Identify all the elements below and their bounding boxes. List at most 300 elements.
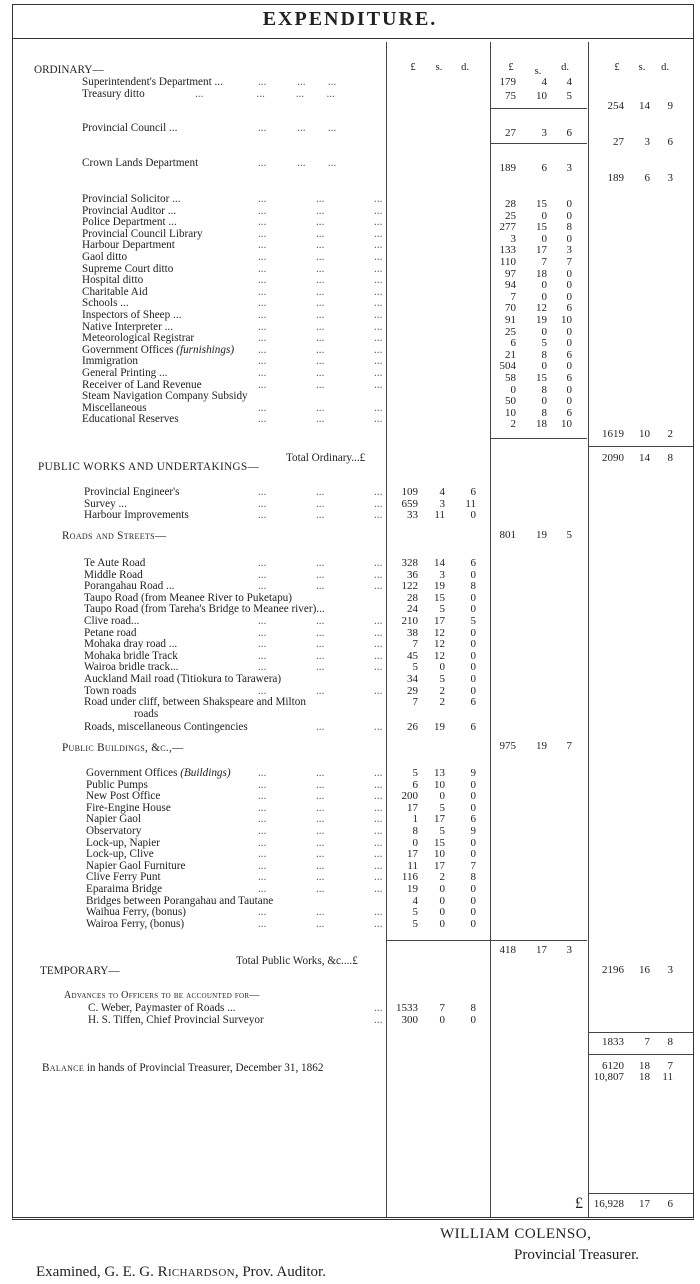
line-label: Crown Lands Department (82, 157, 199, 169)
line-label: Lock-up, Clive (86, 848, 154, 861)
amount-pence: 0 (470, 778, 476, 791)
dot-leader: ... (316, 615, 325, 627)
amount-pounds: 418 (499, 944, 516, 956)
amount-pounds: 17 (407, 848, 418, 861)
amount-pence: 6 (470, 486, 476, 498)
amount-pounds: 70 (505, 302, 516, 315)
dot-leader: ... (258, 557, 267, 569)
dot-leader: ... (374, 332, 383, 345)
amount-shillings: 12 (434, 649, 445, 662)
dot-leader: ... (258, 509, 267, 522)
line-label: Treasury ditto (82, 88, 145, 100)
line-label: Educational Reserves (82, 413, 179, 426)
amount-pounds: 91 (505, 314, 516, 326)
public-works-heading: PUBLIC WORKS AND UNDERTAKINGS— (38, 461, 260, 473)
amount-pounds: 28 (505, 198, 516, 210)
amount-shillings: 13 (434, 767, 445, 779)
amount-pence: 6 (667, 1198, 673, 1210)
dot-leader: ... (258, 801, 267, 814)
line-label: Hospital ditto (82, 274, 144, 287)
dot-leader: ... (316, 193, 325, 205)
dot-leader: ... (258, 486, 267, 498)
line-label: Bridges between Porangahau and Tautane (86, 894, 274, 907)
total-rule (589, 1193, 693, 1194)
dot-leader: ... (374, 778, 383, 791)
amount-shillings: 17 (536, 244, 547, 257)
signatory-name: WILLIAM COLENSO, (440, 1226, 592, 1242)
dot-leader: ... (316, 401, 325, 414)
dot-leader: ... (374, 580, 383, 593)
dot-leader: ... (316, 813, 325, 826)
amount-shillings: 7 (541, 256, 547, 268)
dot-leader: ... (374, 486, 383, 498)
amount-pounds: 25 (505, 209, 516, 222)
line-label: Supreme Court ditto (82, 262, 174, 275)
dot-leader: ... (258, 626, 267, 639)
dot-leader: ... (374, 239, 383, 252)
amount-pounds: 5 (412, 906, 418, 919)
dot-leader: ... (316, 917, 325, 930)
amount-shillings: 0 (439, 883, 445, 895)
amount-pence: 4 (566, 76, 572, 88)
line-label-cont: roads (134, 707, 159, 720)
amount-shillings: 15 (536, 372, 547, 384)
line-label: Clive road... (84, 615, 140, 627)
amount-pounds: 110 (499, 256, 516, 268)
dot-leader: ... (316, 262, 325, 275)
line-label: Waihua Ferry, (bonus) (86, 906, 186, 919)
amount-pounds: 7 (510, 290, 516, 303)
dot-leader: ... (374, 848, 383, 861)
dot-leader: ... (258, 883, 267, 895)
dot-leader: ... (374, 355, 383, 368)
amount-pounds: 5 (412, 767, 418, 779)
line-label: Government Offices (Buildings) (86, 767, 231, 779)
dot-leader: ... (258, 251, 267, 263)
dot-leader: ... (374, 309, 383, 321)
amount-pounds: 328 (401, 557, 418, 569)
amount-pounds: 116 (401, 871, 418, 884)
amount-pounds: 300 (401, 1013, 418, 1026)
amount-pence: 0 (470, 836, 476, 849)
amount-pence: 8 (667, 1036, 673, 1048)
dot-leader: ... (316, 580, 325, 593)
line-label: Wairoa Ferry, (bonus) (86, 917, 185, 930)
dot-leader: ... (316, 320, 325, 333)
page-title: EXPENDITURE. (262, 8, 438, 30)
dot-leader: ... (258, 778, 267, 791)
amount-pence: 10 (561, 314, 572, 326)
amount-shillings: 2 (439, 871, 445, 884)
dot-leader: ... (316, 767, 325, 779)
dot-leader: ... (316, 825, 325, 837)
amount-shillings: 17 (434, 813, 445, 826)
dot-leader: ... (374, 871, 383, 884)
amount-pounds: 6 (510, 337, 516, 350)
amount-pounds: 122 (401, 580, 418, 593)
amount-pence: 7 (566, 740, 572, 752)
dot-leader: ... (316, 778, 325, 791)
dot-leader: ... (258, 790, 267, 803)
line-label: Town roads (84, 684, 137, 697)
amount-shillings: 18 (536, 267, 547, 280)
line-label: Meteorological Registrar (82, 332, 195, 345)
line-label: New Post Office (86, 790, 161, 803)
dot-leader: ... (258, 906, 267, 919)
dot-leader: ... (374, 1013, 383, 1026)
amount-pence: 0 (470, 906, 476, 919)
amount-pence: 8 (470, 871, 476, 884)
pence-header: d. (461, 62, 469, 73)
amount-shillings: 0 (439, 906, 445, 919)
line-label: Porangahau Road ... (84, 580, 175, 593)
dot-leader: ... (374, 917, 383, 930)
line-label: Provincial Auditor ... (82, 204, 177, 217)
total-rule (589, 446, 693, 447)
dot-leader: ... (258, 216, 267, 229)
amount-pounds: 133 (499, 244, 516, 257)
line-label: Immigration (82, 355, 138, 368)
amount-pounds: 210 (401, 615, 418, 627)
dot-leader: ... (316, 343, 325, 356)
amount-pounds: 27 (505, 127, 516, 139)
amount-pounds: 45 (407, 649, 418, 662)
dot-leader: ... (258, 497, 267, 510)
amount-pounds: 19 (407, 883, 418, 895)
amount-pounds: 33 (407, 509, 418, 522)
dot-leader: ... (316, 216, 325, 229)
dot-leader: ... (258, 649, 267, 662)
dot-leader: ... (258, 297, 267, 310)
dot-leader: ... (374, 836, 383, 849)
dot-leader: ... (374, 367, 383, 379)
line-label: Observatory (86, 825, 142, 837)
dot-leader: ... (374, 615, 383, 627)
roads-heading: Roads and Streets— (62, 530, 167, 542)
amount-shillings: 14 (639, 452, 650, 464)
dot-leader: ... (374, 227, 383, 240)
amount-shillings: 10 (434, 848, 445, 861)
dot-leader: ... (374, 859, 383, 872)
amount-shillings: 5 (439, 603, 445, 616)
line-label: Police Department ... (82, 216, 177, 229)
dot-leader: ... (374, 343, 383, 356)
amount-shillings: 6 (644, 172, 650, 184)
amount-shillings: 14 (639, 100, 650, 112)
dot-leader: ... (258, 684, 267, 697)
amount-pounds: 97 (505, 267, 516, 280)
dot-leader: ... (258, 401, 267, 414)
line-label: Schools ... (82, 297, 129, 310)
amount-pence: 6 (470, 696, 476, 709)
amount-pence: 0 (566, 290, 572, 303)
line-label: Lock-up, Napier (86, 836, 160, 849)
line-label: C. Weber, Paymaster of Roads ... (88, 1002, 236, 1014)
amount-pence: 0 (470, 591, 476, 604)
amount-pence: 3 (667, 964, 673, 976)
amount-shillings: 5 (439, 825, 445, 837)
amount-pence: 6 (470, 813, 476, 826)
amount-pounds: 0 (412, 836, 418, 849)
dot-leader: ... (374, 883, 383, 895)
dot-leader: ... (258, 825, 267, 837)
examined-prefix: Examined, G. E. G. (36, 1264, 154, 1280)
amount-pence: 0 (566, 209, 572, 222)
amount-pence: 6 (470, 557, 476, 569)
pound-header: £ (614, 62, 620, 73)
amount-shillings: 16 (639, 964, 650, 976)
amount-shillings: 12 (434, 626, 445, 639)
dot-leader: ... (258, 917, 267, 930)
amount-pence: 0 (470, 801, 476, 814)
amount-pence: 0 (470, 1013, 476, 1026)
amount-pence: 0 (470, 568, 476, 581)
amount-shillings: 0 (541, 395, 547, 408)
dot-leader: ... (374, 638, 383, 651)
dot-leader: ... (316, 836, 325, 849)
amount-pounds: 50 (505, 395, 516, 408)
dot-leader: ... (316, 378, 325, 391)
line-label: Miscellaneous (82, 401, 147, 414)
dot-leader: ... (374, 204, 383, 217)
line-label: Provincial Engineer's (84, 486, 180, 498)
line-label: Road under cliff, between Shakspeare and Milton (84, 696, 306, 709)
amount-pence: 0 (566, 325, 572, 338)
amount-pence: 0 (470, 509, 476, 522)
dot-leader: ... (258, 836, 267, 849)
amount-shillings: 0 (439, 1013, 445, 1026)
amount-shillings: 19 (536, 740, 547, 752)
amount-pence: 6 (566, 372, 572, 384)
amount-pounds: 2 (510, 418, 516, 431)
dot-leader: ... ... ... (258, 157, 337, 169)
amount-shillings: 0 (541, 209, 547, 222)
amount-pounds: 1533 (396, 1002, 418, 1014)
amount-pounds: 3 (510, 232, 516, 245)
amount-shillings: 2 (439, 696, 445, 709)
dot-leader: ... (258, 615, 267, 627)
dot-leader: ... (374, 649, 383, 662)
amount-pence: 0 (566, 198, 572, 210)
subtotal-rule (491, 108, 587, 109)
amount-pence: 7 (566, 256, 572, 268)
amount-pounds: 25 (505, 325, 516, 338)
dot-leader: ... (316, 871, 325, 884)
amount-shillings: 15 (434, 591, 445, 604)
dot-leader: ... (374, 721, 383, 733)
line-label: Eparaima Bridge (86, 883, 163, 895)
dot-leader: ... (374, 568, 383, 581)
dot-leader: ... (316, 801, 325, 814)
shilling-header: s. (638, 62, 646, 73)
amount-shillings: 10 (434, 778, 445, 791)
amount-pounds: 1 (412, 813, 418, 826)
amount-shillings: 17 (434, 615, 445, 627)
amount-pounds: 27 (613, 136, 624, 148)
dot-leader: ... (316, 568, 325, 581)
dot-leader: ... (258, 193, 267, 205)
line-label: H. S. Tiffen, Chief Provincial Surveyor (88, 1013, 264, 1026)
line-label: Mohaka bridle Track (84, 649, 178, 662)
amount-shillings: 3 (541, 127, 547, 139)
dot-leader: ... (258, 813, 267, 826)
dot-leader: ... (374, 509, 383, 522)
amount-pounds: 1619 (602, 428, 624, 440)
dot-leader: ... (316, 239, 325, 252)
dot-leader: ... (258, 332, 267, 345)
amount-shillings: 19 (536, 529, 547, 541)
amount-pence: 5 (566, 90, 572, 102)
line-label: Fire-Engine House (86, 801, 171, 814)
dot-leader: ... (258, 309, 267, 321)
line-label: Auckland Mail road (Titiokura to Tarawera) (84, 673, 282, 685)
amount-pence: 3 (667, 172, 673, 184)
amount-pounds: 75 (505, 90, 516, 102)
amount-pence: 3 (566, 162, 572, 174)
amount-pence: 0 (566, 360, 572, 373)
examined-suffix: , Prov. Auditor. (234, 1264, 326, 1280)
amount-pence: 7 (667, 1060, 673, 1072)
amount-shillings: 3 (644, 136, 650, 148)
amount-pence: 0 (470, 603, 476, 616)
line-label: Inspectors of Sheep ... (82, 309, 182, 321)
line-label: Receiver of Land Revenue (82, 378, 202, 391)
amount-pounds: 10,807 (593, 1071, 624, 1083)
line-label: Middle Road (84, 568, 143, 581)
pound-header: £ (508, 62, 514, 73)
dot-leader: ... (258, 661, 267, 674)
line-label: Taupo Road (from Tareha's Bridge to Meanee river)... (84, 603, 325, 616)
dot-leader: ... (316, 626, 325, 639)
line-label-italic: (Buildings) (177, 767, 231, 779)
amount-pounds: 200 (401, 790, 418, 803)
amount-pounds: 254 (607, 100, 624, 112)
amount-shillings: 18 (639, 1071, 650, 1083)
amount-pence: 0 (470, 848, 476, 861)
amount-pounds: 17 (407, 801, 418, 814)
amount-pounds: 6120 (602, 1060, 624, 1072)
dot-leader: ... (258, 580, 267, 593)
total-ordinary-label: Total Ordinary...£ (286, 452, 366, 464)
amount-pence: 0 (470, 894, 476, 907)
dot-leader: ... (316, 486, 325, 498)
amount-pence: 0 (566, 267, 572, 280)
amount-pence: 0 (470, 661, 476, 674)
dot-leader: ... (316, 332, 325, 345)
signatory-title: Provincial Treasurer. (514, 1247, 639, 1263)
dot-leader: ... (316, 309, 325, 321)
dot-leader: ... (316, 285, 325, 298)
dot-leader: ... (258, 227, 267, 240)
amount-shillings: 0 (439, 894, 445, 907)
line-label: Charitable Aid (82, 285, 148, 298)
amount-pounds: 4 (412, 894, 418, 907)
amount-pounds: 6 (412, 778, 418, 791)
amount-pounds: 34 (407, 673, 418, 685)
dot-leader: ... (316, 661, 325, 674)
amount-pounds: 504 (499, 360, 516, 373)
amount-pence: 6 (566, 348, 572, 361)
amount-shillings: 10 (536, 90, 547, 102)
dot-leader: ... ... ... ... (195, 88, 335, 100)
amount-pence: 0 (470, 917, 476, 930)
amount-shillings: 14 (434, 557, 445, 569)
amount-shillings: 7 (439, 1002, 445, 1014)
total-rule (589, 1054, 693, 1055)
dot-leader: ... (374, 813, 383, 826)
dot-leader: ... (316, 204, 325, 217)
line-label: Provincial Council ... (82, 122, 178, 134)
amount-pence: 8 (667, 452, 673, 464)
line-label: Taupo Road (from Meanee River to Puketapu) (84, 591, 292, 604)
line-label: Steam Navigation Company Subsidy (82, 390, 248, 403)
amount-pence: 8 (566, 221, 572, 234)
amount-pence: 8 (470, 580, 476, 593)
amount-pence: 6 (470, 721, 476, 733)
dot-leader: ... (316, 721, 325, 733)
dot-leader: ... (374, 320, 383, 333)
amount-pounds: 8 (412, 825, 418, 837)
dot-leader: ... (374, 801, 383, 814)
amount-shillings: 0 (541, 232, 547, 245)
amount-pence: 8 (470, 1002, 476, 1014)
amount-pence: 0 (566, 279, 572, 292)
amount-shillings: 15 (536, 198, 547, 210)
amount-pounds: 801 (499, 529, 516, 541)
amount-shillings: 0 (541, 360, 547, 373)
amount-shillings: 19 (434, 580, 445, 593)
line-label: Superintendent's Department ... (82, 76, 223, 88)
amount-pounds: 7 (412, 638, 418, 651)
dot-leader: ... (258, 355, 267, 368)
dot-leader: ... (374, 378, 383, 391)
balance-label (42, 1062, 323, 1074)
amount-shillings: 6 (541, 162, 547, 174)
amount-shillings: 0 (541, 325, 547, 338)
amount-shillings: 18 (536, 418, 547, 431)
amount-pence: 6 (667, 136, 673, 148)
dot-leader: ... (374, 661, 383, 674)
amount-pence: 9 (470, 767, 476, 779)
line-label: Harbour Department (82, 239, 175, 252)
amount-shillings: 18 (639, 1060, 650, 1072)
pence-header: d. (561, 62, 569, 73)
line-label: Native Interpreter ... (82, 320, 174, 333)
amount-pounds: 277 (499, 221, 516, 234)
amount-pounds: 38 (407, 626, 418, 639)
amount-pounds: 179 (499, 76, 516, 88)
dot-leader: ... (258, 262, 267, 275)
amount-pounds: 0 (510, 383, 516, 396)
amount-shillings: 0 (541, 279, 547, 292)
line-label: Provincial Solicitor ... (82, 193, 181, 205)
line-label: Napier Gaol Furniture (86, 859, 186, 872)
dot-leader: ... (374, 216, 383, 229)
dot-leader: ... (316, 638, 325, 651)
amount-shillings: 11 (434, 509, 445, 522)
amount-pence: 9 (470, 825, 476, 837)
dot-leader: ... (316, 859, 325, 872)
dot-leader: ... (374, 497, 383, 510)
amount-pounds: 5 (412, 661, 418, 674)
dot-leader: ... (258, 274, 267, 287)
balance-text: in hands of Provincial Treasurer, December 31, 1862 (86, 1062, 324, 1074)
line-label: Napier Gaol (86, 813, 141, 826)
line-label: Mohaka dray road ... (84, 638, 178, 651)
dot-leader: ... (258, 204, 267, 217)
amount-shillings: 3 (439, 568, 445, 581)
amount-pounds: 29 (407, 684, 418, 697)
